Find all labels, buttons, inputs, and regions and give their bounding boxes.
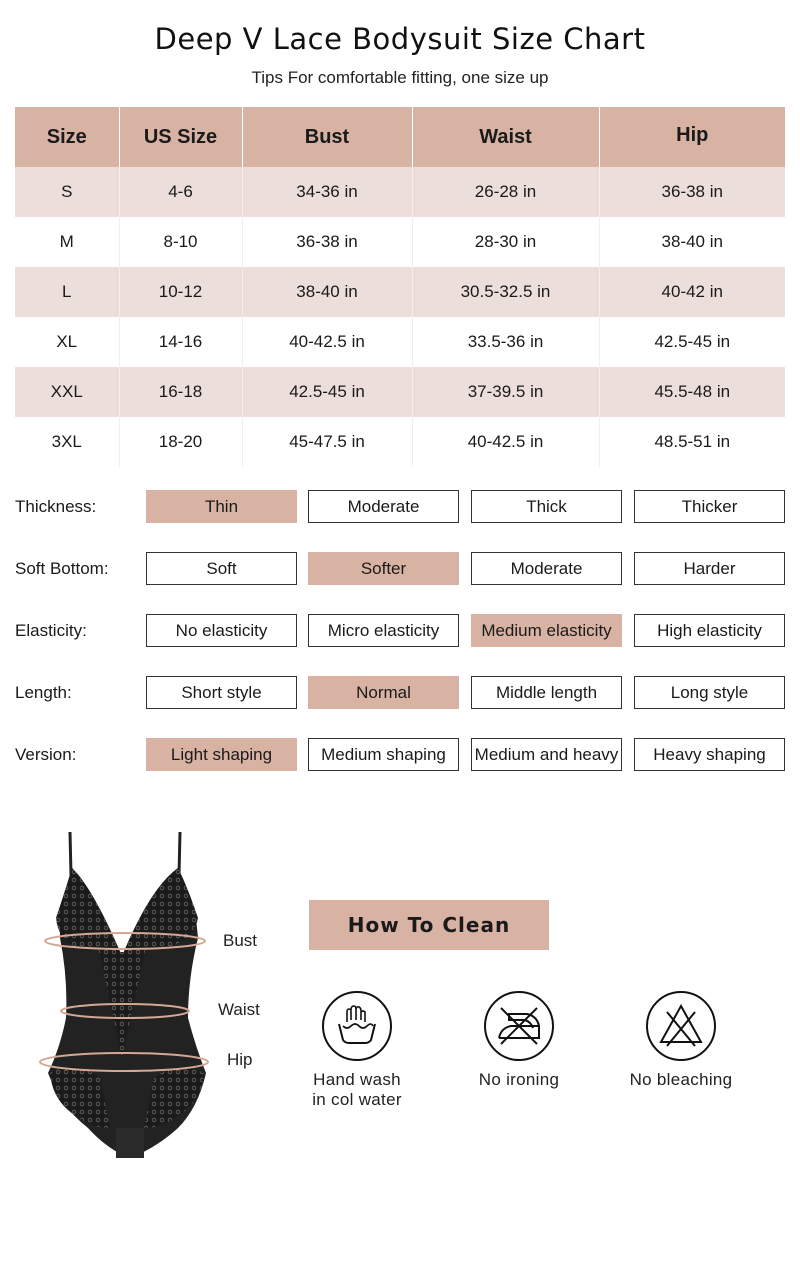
table-cell: 8-10 bbox=[119, 217, 242, 267]
attribute-option: Medium and heavy bbox=[471, 738, 622, 771]
page-subtitle: Tips For comfortable fitting, one size up bbox=[251, 68, 549, 87]
attribute-label: Elasticity: bbox=[15, 621, 87, 640]
table-cell: 38-40 in bbox=[661, 232, 723, 251]
attribute-option: Thicker bbox=[634, 490, 785, 523]
table-cell: 18-20 bbox=[119, 417, 242, 467]
no-bleaching-icon bbox=[645, 990, 717, 1062]
page-title: Deep V Lace Bodysuit Size Chart bbox=[154, 22, 646, 56]
attribute-option: No elasticity bbox=[146, 614, 297, 647]
table-row bbox=[15, 217, 785, 267]
table-cell: 28-30 in bbox=[412, 217, 599, 267]
size-chart-table bbox=[15, 107, 785, 467]
table-cell: M bbox=[15, 217, 119, 267]
hip-label: Hip bbox=[227, 1050, 253, 1069]
how-to-clean-title: How To Clean bbox=[309, 900, 549, 950]
table-cell: 36-38 in bbox=[599, 167, 785, 217]
attribute-label: Thickness: bbox=[15, 497, 97, 516]
care-item-hand-wash bbox=[282, 990, 432, 1110]
table-cell: 14-16 bbox=[119, 317, 242, 367]
attribute-row-length bbox=[15, 676, 785, 709]
attribute-option: Short style bbox=[146, 676, 297, 709]
attribute-row-version bbox=[15, 738, 785, 771]
table-header-row bbox=[15, 107, 785, 167]
care-text: in col water bbox=[312, 1090, 402, 1109]
table-cell: 42.5-45 in bbox=[654, 332, 731, 351]
table-cell: 36-38 in bbox=[242, 217, 412, 267]
table-cell: 45-47.5 in bbox=[242, 417, 412, 467]
attribute-label: Soft Bottom: bbox=[15, 559, 109, 578]
bust-label: Bust bbox=[223, 931, 258, 950]
table-cell: L bbox=[15, 267, 119, 317]
table-cell: 4-6 bbox=[119, 167, 242, 217]
table-cell: 40-42.5 in bbox=[412, 417, 599, 467]
attribute-row-soft-bottom bbox=[15, 552, 785, 585]
attribute-option: Harder bbox=[634, 552, 785, 585]
attribute-option: Thin bbox=[146, 490, 297, 523]
attribute-option: Moderate bbox=[471, 552, 622, 585]
attribute-option: Middle length bbox=[471, 676, 622, 709]
table-cell: 37-39.5 in bbox=[412, 367, 599, 417]
attribute-label: Length: bbox=[15, 683, 72, 702]
care-item-no-ironing bbox=[444, 990, 594, 1090]
care-text: Hand wash bbox=[313, 1070, 401, 1089]
attribute-option: Long style bbox=[634, 676, 785, 709]
table-cell: 38-40 in bbox=[242, 267, 412, 317]
attribute-option: Softer bbox=[308, 552, 459, 585]
bodysuit-image bbox=[38, 828, 218, 1163]
table-cell: 10-12 bbox=[119, 267, 242, 317]
attribute-option: Light shaping bbox=[146, 738, 297, 771]
table-cell: 40-42.5 in bbox=[242, 317, 412, 367]
table-cell: 45.5-48 in bbox=[599, 367, 785, 417]
table-cell: 3XL bbox=[15, 417, 119, 467]
table-row bbox=[15, 167, 785, 217]
attribute-option: Micro elasticity bbox=[308, 614, 459, 647]
attribute-option: Normal bbox=[308, 676, 459, 709]
table-cell: 34-36 in bbox=[242, 167, 412, 217]
care-item-no-bleaching bbox=[606, 990, 756, 1090]
table-cell: XXL bbox=[15, 367, 119, 417]
table-cell: 42.5-45 in bbox=[242, 367, 412, 417]
table-cell: XL bbox=[15, 317, 119, 367]
care-text: No bleaching bbox=[629, 1070, 733, 1089]
table-row bbox=[15, 417, 785, 467]
attribute-option: Medium elasticity bbox=[471, 614, 622, 647]
header-waist: Waist bbox=[412, 107, 599, 167]
table-cell: 26-28 in bbox=[412, 167, 599, 217]
attribute-option: High elasticity bbox=[634, 614, 785, 647]
attribute-option: Soft bbox=[146, 552, 297, 585]
attribute-option: Heavy shaping bbox=[634, 738, 785, 771]
table-row bbox=[15, 367, 785, 417]
table-row bbox=[15, 317, 785, 367]
no-ironing-icon bbox=[483, 990, 555, 1062]
attribute-option: Moderate bbox=[308, 490, 459, 523]
header-bust: Bust bbox=[242, 107, 412, 167]
table-cell: 30.5-32.5 in bbox=[412, 267, 599, 317]
attribute-label: Version: bbox=[15, 745, 77, 764]
care-text: No ironing bbox=[478, 1070, 560, 1089]
attribute-row-elasticity bbox=[15, 614, 785, 647]
table-cell: 48.5-51 in bbox=[654, 432, 731, 451]
hand-wash-icon bbox=[321, 990, 393, 1062]
table-cell: 40-42 in bbox=[599, 267, 785, 317]
waist-label: Waist bbox=[218, 1000, 260, 1019]
header-us-size: US Size bbox=[119, 107, 242, 167]
table-cell: 33.5-36 in bbox=[412, 317, 599, 367]
table-row bbox=[15, 267, 785, 317]
attribute-option: Thick bbox=[471, 490, 622, 523]
header-hip: Hip bbox=[599, 107, 785, 167]
attribute-row-thickness bbox=[15, 490, 785, 523]
attribute-option: Medium shaping bbox=[308, 738, 459, 771]
table-cell: 16-18 bbox=[119, 367, 242, 417]
table-cell: S bbox=[15, 167, 119, 217]
header-size: Size bbox=[15, 107, 119, 167]
